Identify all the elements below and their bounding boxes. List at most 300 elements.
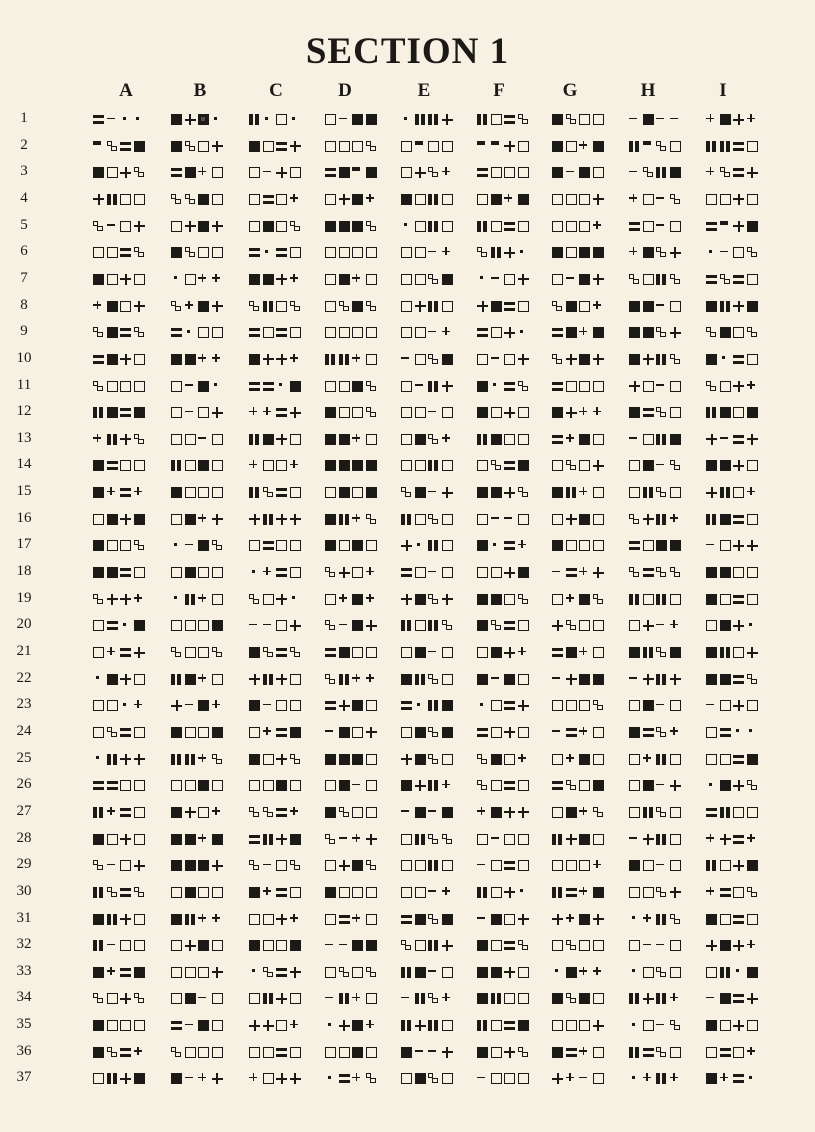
open-square-icon	[477, 194, 488, 205]
offset-squares-icon	[629, 274, 640, 285]
equals-icon	[504, 460, 515, 471]
double-bar-icon	[185, 914, 196, 925]
quartered-square-icon	[720, 1073, 731, 1084]
plus-icon	[504, 407, 515, 418]
symbol-cell-24b	[171, 727, 235, 738]
open-square-icon	[629, 487, 640, 498]
offset-squares-icon	[134, 247, 145, 258]
quartered-square-icon	[339, 594, 350, 605]
quartered-square-icon	[477, 807, 488, 818]
filled-square-icon	[747, 407, 758, 418]
quartered-square-icon	[263, 567, 274, 578]
symbol-cell-14e	[401, 460, 465, 471]
equals-icon	[263, 540, 274, 551]
plus-icon	[442, 381, 453, 392]
double-bar-icon	[171, 460, 182, 471]
split-square-icon	[107, 221, 118, 232]
filled-square-icon	[352, 1020, 363, 1031]
filled-square-icon	[93, 487, 104, 498]
open-square-icon	[198, 887, 209, 898]
plus-icon	[706, 434, 717, 445]
quartered-square-icon	[442, 327, 453, 338]
quartered-square-icon	[263, 887, 274, 898]
symbol-cell-29f	[477, 860, 541, 871]
equals-icon	[733, 914, 744, 925]
filled-square-icon	[518, 460, 529, 471]
quartered-square-icon	[706, 114, 717, 125]
dotted-square-icon	[325, 1073, 336, 1084]
plus-icon	[276, 354, 287, 365]
open-square-icon	[325, 914, 336, 925]
open-square-icon	[263, 1073, 274, 1084]
symbol-cell-30f	[477, 887, 541, 898]
symbol-cell-11c	[249, 381, 313, 392]
open-square-icon	[366, 434, 377, 445]
symbol-cell-1d	[325, 114, 389, 125]
equals-icon	[566, 1047, 577, 1058]
split-square-icon	[656, 460, 667, 471]
double-bar-icon	[428, 381, 439, 392]
plus-icon	[107, 594, 118, 605]
filled-square-icon	[325, 221, 336, 232]
offset-squares-icon	[263, 807, 274, 818]
double-bar-icon	[629, 141, 640, 152]
offset-squares-icon	[670, 567, 681, 578]
quartered-square-icon	[579, 407, 590, 418]
equals-icon	[107, 620, 118, 631]
split-square-icon	[477, 914, 488, 925]
open-square-icon	[518, 1073, 529, 1084]
filled-square-icon	[629, 727, 640, 738]
plus-icon	[276, 914, 287, 925]
filled-square-icon	[249, 141, 260, 152]
split-square-icon	[263, 620, 274, 631]
symbol-cell-35f	[477, 1020, 541, 1031]
dotted-square-icon	[263, 114, 274, 125]
quartered-square-icon	[747, 1047, 758, 1058]
offset-squares-icon	[593, 807, 604, 818]
plus-icon	[276, 434, 287, 445]
symbol-cell-5b	[171, 221, 235, 232]
dotted-square-icon	[629, 914, 640, 925]
split-square-icon	[491, 834, 502, 845]
open-square-icon	[352, 407, 363, 418]
plus-icon	[504, 967, 515, 978]
symbol-cell-4g	[552, 194, 616, 205]
open-square-icon	[325, 860, 336, 871]
quartered-square-icon	[579, 807, 590, 818]
open-square-icon	[491, 700, 502, 711]
symbol-cell-23a	[93, 700, 157, 711]
split-square-icon	[428, 567, 439, 578]
filled-square-icon	[107, 354, 118, 365]
filled-square-icon	[415, 807, 426, 818]
open-square-icon	[593, 1047, 604, 1058]
row-number-10: 10	[16, 349, 32, 366]
symbol-cell-31e	[401, 914, 465, 925]
top-filled-square-icon	[352, 167, 363, 178]
filled-square-icon	[185, 834, 196, 845]
symbol-cell-3c	[249, 167, 313, 178]
open-square-icon	[401, 727, 412, 738]
open-square-icon	[579, 780, 590, 791]
filled-square-icon	[629, 327, 640, 338]
open-square-icon	[366, 754, 377, 765]
split-square-icon	[428, 887, 439, 898]
equals-icon	[276, 727, 287, 738]
open-square-icon	[670, 700, 681, 711]
symbol-cell-37e	[401, 1073, 465, 1084]
dotted-square-icon	[325, 1020, 336, 1031]
symbol-cell-19h	[629, 594, 693, 605]
symbol-cell-1i	[706, 114, 770, 125]
symbol-cell-33e	[401, 967, 465, 978]
open-square-icon	[504, 274, 515, 285]
open-square-icon	[134, 194, 145, 205]
quartered-square-icon	[593, 407, 604, 418]
open-square-icon	[552, 700, 563, 711]
open-square-icon	[518, 993, 529, 1004]
filled-square-icon	[401, 780, 412, 791]
filled-square-icon	[339, 647, 350, 658]
open-square-icon	[290, 540, 301, 551]
symbol-cell-24h	[629, 727, 693, 738]
open-square-icon	[491, 887, 502, 898]
open-square-icon	[518, 221, 529, 232]
dotted-square-icon	[120, 700, 131, 711]
equals-icon	[552, 327, 563, 338]
filled-square-icon	[185, 167, 196, 178]
row-number-29: 29	[16, 856, 32, 873]
symbol-cell-1e	[401, 114, 465, 125]
double-bar-icon	[93, 940, 104, 951]
quartered-square-icon	[442, 167, 453, 178]
plus-icon	[276, 1073, 287, 1084]
symbol-cell-8e	[401, 301, 465, 312]
symbol-cell-30c	[249, 887, 313, 898]
open-square-icon	[593, 834, 604, 845]
open-square-icon	[491, 1047, 502, 1058]
symbol-cell-25d	[325, 754, 389, 765]
dotted-square-icon	[120, 114, 131, 125]
plus-icon	[504, 887, 515, 898]
split-square-icon	[428, 967, 439, 978]
dotted-square-icon	[733, 727, 744, 738]
equals-icon	[477, 727, 488, 738]
equals-icon	[504, 940, 515, 951]
open-square-icon	[552, 754, 563, 765]
symbol-cell-11a	[93, 381, 157, 392]
symbol-cell-37d	[325, 1073, 389, 1084]
symbol-cell-10i	[706, 354, 770, 365]
plus-icon	[366, 620, 377, 631]
plus-icon	[134, 647, 145, 658]
offset-squares-icon	[629, 514, 640, 525]
filled-square-icon	[401, 1047, 412, 1058]
row-number-19: 19	[16, 589, 32, 606]
filled-square-icon	[93, 540, 104, 551]
double-bar-icon	[720, 487, 731, 498]
quartered-square-icon	[212, 914, 223, 925]
open-square-icon	[566, 700, 577, 711]
symbol-cell-22h	[629, 674, 693, 685]
filled-square-icon	[185, 354, 196, 365]
filled-square-icon	[198, 301, 209, 312]
filled-square-icon	[566, 327, 577, 338]
symbol-cell-23b	[171, 700, 235, 711]
symbol-cell-10f	[477, 354, 541, 365]
plus-icon	[93, 194, 104, 205]
equals-icon	[120, 487, 131, 498]
plus-icon	[415, 301, 426, 312]
split-square-icon	[401, 354, 412, 365]
double-bar-icon	[428, 194, 439, 205]
double-bar-icon	[428, 114, 439, 125]
filled-square-icon	[552, 141, 563, 152]
filled-square-icon	[477, 381, 488, 392]
double-bar-icon	[720, 967, 731, 978]
symbol-cell-11i	[706, 381, 770, 392]
open-square-icon	[171, 993, 182, 1004]
open-square-icon	[325, 967, 336, 978]
offset-squares-icon	[518, 114, 529, 125]
symbol-cell-16g	[552, 514, 616, 525]
filled-square-icon	[249, 354, 260, 365]
filled-square-icon	[643, 780, 654, 791]
filled-square-icon	[491, 807, 502, 818]
quartered-square-icon	[198, 514, 209, 525]
symbol-cell-13i	[706, 434, 770, 445]
double-bar-icon	[477, 114, 488, 125]
open-square-icon	[733, 247, 744, 258]
symbol-cell-34i	[706, 993, 770, 1004]
open-square-icon	[325, 327, 336, 338]
column-header-f: F	[493, 80, 505, 101]
open-square-icon	[339, 407, 350, 418]
plus-icon	[643, 834, 654, 845]
filled-square-icon	[325, 887, 336, 898]
double-bar-icon	[656, 514, 667, 525]
double-bar-icon	[477, 221, 488, 232]
offset-squares-icon	[249, 860, 260, 871]
plus-icon	[263, 354, 274, 365]
symbol-cell-26h	[629, 780, 693, 791]
double-bar-icon	[107, 194, 118, 205]
double-bar-icon	[720, 301, 731, 312]
filled-square-icon	[491, 487, 502, 498]
plus-icon	[504, 1047, 515, 1058]
equals-icon	[733, 354, 744, 365]
filled-square-icon	[629, 647, 640, 658]
filled-square-icon	[185, 860, 196, 871]
open-square-icon	[720, 700, 731, 711]
dotted-square-icon	[212, 381, 223, 392]
open-square-icon	[415, 194, 426, 205]
filled-square-icon	[706, 301, 717, 312]
open-square-icon	[552, 940, 563, 951]
open-square-icon	[593, 114, 604, 125]
open-square-icon	[171, 221, 182, 232]
double-bar-icon	[656, 993, 667, 1004]
filled-square-icon	[747, 754, 758, 765]
symbol-cell-12a	[93, 407, 157, 418]
symbol-cell-6h	[629, 247, 693, 258]
open-square-icon	[477, 514, 488, 525]
filled-square-icon	[706, 354, 717, 365]
open-square-icon	[120, 940, 131, 951]
row-number-14: 14	[16, 456, 32, 473]
symbol-cell-15b	[171, 487, 235, 498]
offset-squares-icon	[134, 887, 145, 898]
open-square-icon	[670, 594, 681, 605]
framed-filled-square-icon	[198, 114, 209, 125]
double-bar-icon	[401, 1020, 412, 1031]
quartered-square-icon	[263, 407, 274, 418]
open-square-icon	[366, 914, 377, 925]
filled-square-icon	[566, 807, 577, 818]
equals-icon	[401, 914, 412, 925]
symbol-cell-21g	[552, 647, 616, 658]
plus-icon	[733, 114, 744, 125]
symbol-cell-6f	[477, 247, 541, 258]
symbol-cell-21i	[706, 647, 770, 658]
equals-icon	[733, 141, 744, 152]
symbol-cell-31c	[249, 914, 313, 925]
offset-squares-icon	[263, 647, 274, 658]
row-number-31: 31	[16, 909, 32, 926]
open-square-icon	[415, 940, 426, 951]
split-square-icon	[629, 167, 640, 178]
quartered-square-icon	[134, 487, 145, 498]
offset-squares-icon	[401, 487, 412, 498]
dotted-square-icon	[629, 1020, 640, 1031]
symbol-cell-23g	[552, 700, 616, 711]
plus-icon	[276, 754, 287, 765]
open-square-icon	[290, 700, 301, 711]
open-square-icon	[212, 247, 223, 258]
equals-icon	[504, 1020, 515, 1031]
symbol-cell-11e	[401, 381, 465, 392]
open-square-icon	[366, 274, 377, 285]
symbol-cell-3e	[401, 167, 465, 178]
quartered-square-icon	[249, 407, 260, 418]
symbol-cell-12i	[706, 407, 770, 418]
filled-square-icon	[706, 567, 717, 578]
filled-square-icon	[325, 407, 336, 418]
quartered-square-icon	[107, 967, 118, 978]
quartered-square-icon	[747, 940, 758, 951]
equals-icon	[733, 514, 744, 525]
open-square-icon	[442, 194, 453, 205]
offset-squares-icon	[185, 141, 196, 152]
open-square-icon	[401, 141, 412, 152]
dotted-square-icon	[249, 967, 260, 978]
equals-icon	[643, 727, 654, 738]
split-square-icon	[352, 780, 363, 791]
symbol-cell-23d	[325, 700, 389, 711]
open-square-icon	[720, 194, 731, 205]
symbol-cell-14d	[325, 460, 389, 471]
symbol-cell-19f	[477, 594, 541, 605]
split-square-icon	[579, 1073, 590, 1084]
open-square-icon	[339, 247, 350, 258]
open-square-icon	[629, 887, 640, 898]
equals-icon	[171, 327, 182, 338]
offset-squares-icon	[428, 354, 439, 365]
split-square-icon	[720, 247, 731, 258]
symbol-cell-32e	[401, 940, 465, 951]
symbol-cell-17b	[171, 540, 235, 551]
open-square-icon	[442, 647, 453, 658]
symbol-cell-4c	[249, 194, 313, 205]
symbol-cell-10d	[325, 354, 389, 365]
double-bar-icon	[415, 114, 426, 125]
offset-squares-icon	[212, 540, 223, 551]
double-bar-icon	[428, 1020, 439, 1031]
symbol-cell-18c	[249, 567, 313, 578]
open-square-icon	[579, 540, 590, 551]
offset-squares-icon	[566, 780, 577, 791]
quartered-square-icon	[670, 620, 681, 631]
symbol-cell-27d	[325, 807, 389, 818]
dotted-square-icon	[185, 327, 196, 338]
filled-square-icon	[579, 247, 590, 258]
open-square-icon	[566, 381, 577, 392]
equals-icon	[504, 780, 515, 791]
plus-icon	[593, 194, 604, 205]
plus-icon	[706, 487, 717, 498]
open-square-icon	[401, 247, 412, 258]
symbol-cell-8b	[171, 301, 235, 312]
symbol-cell-17a	[93, 540, 157, 551]
quartered-square-icon	[198, 274, 209, 285]
filled-square-icon	[643, 114, 654, 125]
symbol-cell-22i	[706, 674, 770, 685]
symbol-cell-26g	[552, 780, 616, 791]
quartered-square-icon	[579, 1047, 590, 1058]
symbol-cell-9d	[325, 327, 389, 338]
offset-squares-icon	[747, 247, 758, 258]
filled-square-icon	[93, 1047, 104, 1058]
symbol-cell-25g	[552, 754, 616, 765]
filled-square-icon	[352, 221, 363, 232]
row-number-20: 20	[16, 616, 32, 633]
symbol-cell-6a	[93, 247, 157, 258]
symbol-cell-3g	[552, 167, 616, 178]
plus-icon	[249, 514, 260, 525]
double-bar-icon	[249, 434, 260, 445]
symbol-cell-22g	[552, 674, 616, 685]
split-square-icon	[325, 993, 336, 1004]
equals-icon	[276, 567, 287, 578]
split-square-icon	[656, 1020, 667, 1031]
symbol-cell-3b	[171, 167, 235, 178]
plus-icon	[442, 487, 453, 498]
symbol-cell-9g	[552, 327, 616, 338]
quartered-square-icon	[504, 194, 515, 205]
open-square-icon	[747, 141, 758, 152]
quartered-square-icon	[593, 967, 604, 978]
plus-icon	[134, 221, 145, 232]
filled-square-icon	[491, 754, 502, 765]
double-bar-icon	[656, 834, 667, 845]
open-square-icon	[415, 327, 426, 338]
filled-square-icon	[249, 754, 260, 765]
plus-icon	[171, 700, 182, 711]
symbol-cell-32i	[706, 940, 770, 951]
open-square-icon	[491, 727, 502, 738]
open-square-icon	[325, 1047, 336, 1058]
